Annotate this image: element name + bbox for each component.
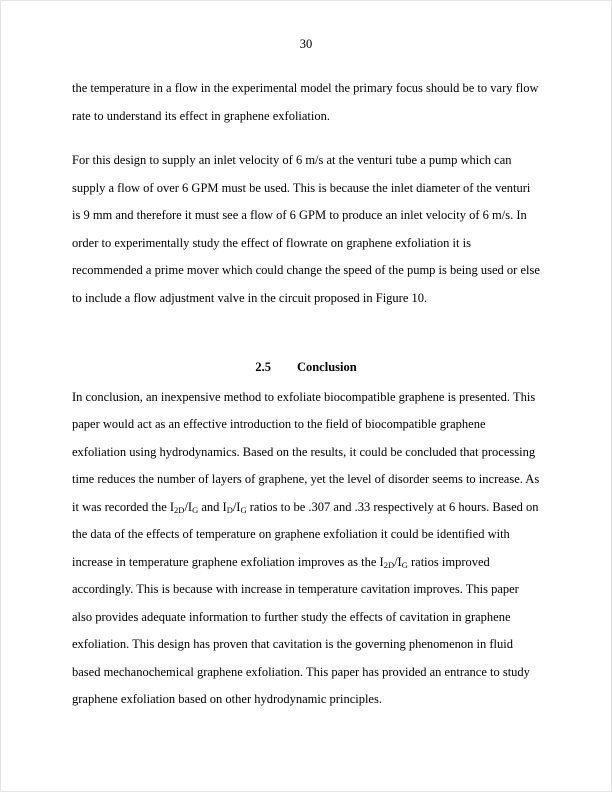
paragraph-flow-rate: the temperature in a flow in the experimental model the primary focus should be to vary flow rate to understand its effect in graphene exfoliation. bbox=[72, 81, 539, 123]
section-heading bbox=[72, 354, 540, 382]
paragraph-conclusion: In conclusion, an inexpensive method to exfoliate biocompatible graphene is presented. This paper would act as an effective introduction to the field of biocompatible graphene exfoliation using hydrodynamics. Based on the results, it could be concluded that processing time reduces the number of layers of graphene, yet the level of disorder seems to increase. As it was recorded the $I_{2D}/I_G$ and $I_D/I_G$ ratios to be .307 and .33 respectively at 6 hours. Based on the data of the effects of temperature on graphene exfoliation it could be identified with increase in temperature graphene exfoliation improves as the $I_{2D}/I_G$ ratios improved accordingly. This is because with increase in temperature cavitation improves. This paper also provides adequate information to further study the effects of cavitation in graphene exfoliation. This design has proven that cavitation is the governing phenomenon in fluid based mechanochemical graphene exfoliation. This paper has provided an entrance to study graphene exfoliation based on other hydrodynamic principles. bbox=[72, 389, 540, 706]
page-content bbox=[1, 51, 611, 714]
paragraph-design-pump: For this design to supply an inlet velocity of 6 m/s at the venturi tube a pump which can supply a flow of over 6 GPM must be used. This is because the inlet diameter of the venturi is 9 mm and therefore it must see a flow of 6 GPM to produce an inlet velocity of 6 m/s. In order to experimentally study the effect of flowrate on graphene exfoliation it is recommended a prime mover which could change the speed of the pump is being used or else to include a flow adjustment valve in the circuit proposed in Figure 10. bbox=[72, 153, 540, 305]
section-number: 2.5 bbox=[255, 360, 271, 374]
section-title: Conclusion bbox=[296, 360, 357, 374]
page-number: 30 bbox=[299, 37, 313, 51]
